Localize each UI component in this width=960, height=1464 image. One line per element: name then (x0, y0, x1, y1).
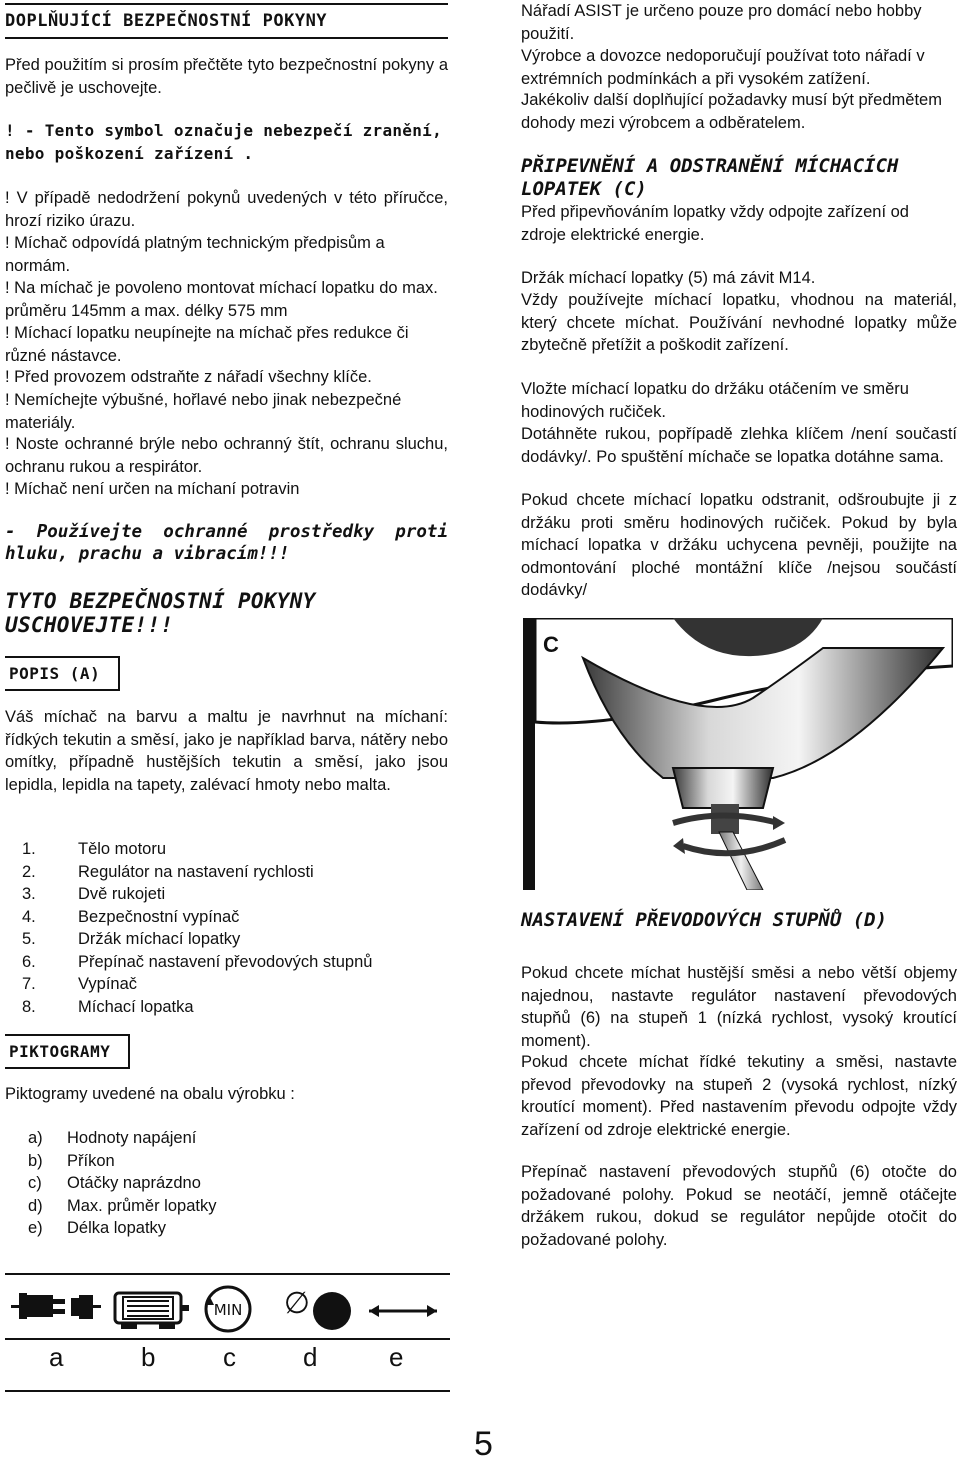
list-item: 6. Přepínač nastavení převodových stupnů (22, 952, 373, 971)
requirements-note: Jakékoliv další doplňující požadavky musí být předmětem dohody mezi výrobcem a odběratelem. (521, 91, 942, 132)
pictogram-letter: b (141, 1342, 156, 1372)
list-item: 5. Držák míchací lopatky (22, 930, 241, 948)
manufacturer-note: Výrobce a dovozce nedoporučují používat toto nářadí v extrémních podmínkách a při vysokém zatížení. (521, 47, 925, 88)
safety-heading: DOPLŇUJÍCÍ BEZPEČNOSTNÍ POKYNY (5, 3, 448, 39)
figure-c (523, 618, 953, 890)
attach-text: Vždy používejte míchací lopatku, vhodnou na materiál, který chcete míchat. Používání nevhodné lopatky může zbytečně přetížit a poškodit zařízení. (521, 291, 957, 354)
diameter-icon (284, 1286, 351, 1330)
safety-bullet: ! Na míchač je povoleno montovat míchací lopatku do max. průměru 145mm a max. délky 575 mm (5, 279, 438, 320)
list-item: 8. Míchací lopatka (22, 997, 194, 1016)
list-item: b) Příkon (28, 1151, 115, 1170)
safety-bullet: ! Míchač není určen na míchaní potravin (5, 480, 300, 498)
attach-text: Vložte míchací lopatku do držáku otáčením ve směru hodinových ručiček. (521, 380, 909, 421)
gear-heading: NASTAVENÍ PŘEVODOVÝCH STUPŇŮ (D) (521, 909, 888, 931)
popis-heading: POPIS (A) (5, 656, 120, 691)
attach-text: Před připevňováním lopatky vždy odpojte zařízení od zdroje elektrické energie. (521, 203, 909, 244)
pictogram-letter: a (49, 1342, 64, 1372)
pictogram-letters (5, 1338, 450, 1392)
svg-text:∅: ∅ (283, 1286, 311, 1321)
pictogram-icons (5, 1273, 450, 1337)
attach-text: Dotáhněte rukou, popřípadě zlehka klíčem /není součastí dodávky/. Po spuštění míchače se lopatka dotáhne sama. (521, 425, 957, 466)
safety-bullet: ! Nemíchejte výbušné, hořlavé nebo jinak nebezpečné materiály. (5, 391, 402, 432)
list-item: e) Délka lopatky (28, 1219, 167, 1237)
safety-bullet: ! Noste ochranné brýle nebo ochranný štít, ochranu sluchu, ochranu rukou a respirátor. (5, 435, 448, 476)
attach-heading: PŘIPEVNĚNÍ A ODSTRANĚNÍ MÍCHACÍCH LOPATEK (C) (521, 155, 899, 200)
protect-note: - Používejte ochranné prostředky proti hluku, prachu a vibracím!!! (5, 522, 448, 564)
safety-bullet: ! Před provozem odstraňte z nářadí všechny klíče. (5, 368, 372, 386)
rpm-icon (206, 1287, 250, 1331)
plug-icon (11, 1293, 101, 1319)
gear-text: Pokud chcete míchat hustější směsi a nebo větší objemy najednou, nastavte regulátor nastavení převodových stupňů (6) na stupeň 1 (nízká rychlost, vysoký kroutící moment). (521, 964, 957, 1050)
svg-text:C: C (543, 632, 559, 657)
safety-intro: Před použitím si prosím přečtěte tyto bezpečnostní pokyny a pečlivě je uschovejte. (5, 56, 448, 97)
list-item: c) Otáčky naprázdno (28, 1174, 201, 1192)
list-item: 4. Bezpečnostní vypínač (22, 907, 240, 926)
gear-text: Přepínač nastavení převodových stupňů (6) otočte do požadované polohy. Pokud se neotáčí, jemně otáčejte držákem rukou, dokud se regulátor nepůjde otočit do požadované polohy. (521, 1163, 957, 1249)
symbol-note: ! - Tento symbol označuje nebezpečí zranění, nebo poškození zařízení . (5, 121, 443, 163)
list-item: 7. Vypínač (22, 975, 138, 993)
usage-note: Nářadí ASIST je určeno pouze pro domácí nebo hobby použití. (521, 2, 922, 43)
pictogram-letter: e (389, 1342, 404, 1372)
motor-icon (115, 1293, 189, 1329)
pikto-heading: PIKTOGRAMY (5, 1034, 130, 1069)
page-number: 5 (474, 1425, 493, 1463)
safety-bullet: ! V případě nedodržení pokynů uvedených v této příručce, hrozí riziko úrazu. (5, 189, 448, 230)
safety-bullet: ! Míchací lopatku neupínejte na míchač přes redukce či různé nástavce. (5, 324, 409, 365)
length-icon (369, 1305, 437, 1317)
attach-text: Pokud chcete míchací lopatku odstranit, odšroubujte ji z držáku proti směru hodinových ručiček. Pokud by byla míchací lopatka v držáku uchycena pevněji, použijte na odmontování ploché montážní klíče /nejsou součástí dodávky/ (521, 491, 957, 599)
pikto-intro: Piktogramy uvedené na obalu výrobku : (5, 1085, 295, 1103)
list-item: d) Max. průměr lopatky (28, 1196, 217, 1215)
pictogram-strip (5, 1273, 450, 1388)
list-item: 3. Dvě rukojeti (22, 885, 166, 903)
parts-list (5, 838, 448, 1018)
mixer-illustration (523, 618, 953, 890)
gear-text: Pokud chcete míchat řídké tekutiny a směsi, nastavte převod převodovky na stupeň 2 (vysoká rychlost, nízký kroutící moment). Před nastavením převodu odpojte vždy zařízení od zdroje elektrické energie. (521, 1053, 957, 1139)
safety-bullet: ! Míchač odpovídá platným technickým předpisům a normám. (5, 234, 385, 275)
pictogram-letter: c (223, 1342, 236, 1372)
pictogram-letter: d (303, 1342, 318, 1372)
popis-text: Váš míchač na barvu a maltu je navrhnut na míchaní: řídkých tekutin a směsí, jako je například barva, nátěry nebo omítky, případně hustějších tekutin a směsí, jako jsou lepidla, lepidla na tapety, zalévací hmoty nebo malta. (5, 708, 448, 794)
list-item: 2. Regulátor na nastavení rychlosti (22, 862, 314, 881)
svg-text:MIN: MIN (213, 1301, 243, 1319)
list-item: a) Hodnoty napájení (28, 1129, 197, 1147)
keep-note: TYTO BEZPEČNOSTNÍ POKYNY USCHOVEJTE!!! (5, 589, 316, 637)
attach-text: Držák míchací lopatky (5) má závit M14. (521, 269, 816, 287)
list-item: 1. Tělo motoru (22, 840, 167, 858)
pikto-list (5, 1127, 448, 1240)
